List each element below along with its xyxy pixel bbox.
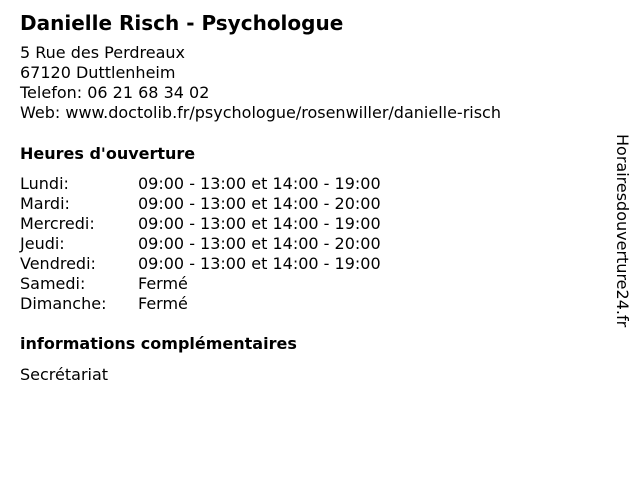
phone-number: Telefon: 06 21 68 34 02 xyxy=(20,83,210,102)
website: Web: www.doctolib.fr/psychologue/rosenwiller/danielle-risch xyxy=(20,103,501,122)
hours-value: 09:00 - 13:00 et 14:00 - 19:00 xyxy=(138,214,381,233)
hours-value: 09:00 - 13:00 et 14:00 - 20:00 xyxy=(138,234,381,253)
hours-value: 09:00 - 13:00 et 14:00 - 19:00 xyxy=(138,174,381,193)
city-postcode: 67120 Duttlenheim xyxy=(20,63,176,82)
hours-row-wednesday xyxy=(20,214,381,234)
street-address: 5 Rue des Perdreaux xyxy=(20,43,186,62)
hours-value: 09:00 - 13:00 et 14:00 - 20:00 xyxy=(138,194,381,213)
hours-row-sunday xyxy=(20,294,381,314)
day-label: Dimanche: xyxy=(20,294,107,313)
hours-value: Fermé xyxy=(138,294,188,313)
day-label: Samedi: xyxy=(20,274,86,293)
day-label: Mardi: xyxy=(20,194,70,213)
hours-value: Fermé xyxy=(138,274,188,293)
hours-row-monday xyxy=(20,174,381,194)
opening-hours-table xyxy=(20,174,381,314)
contact-block xyxy=(20,43,501,123)
site-watermark: Horairesdouverture24.fr xyxy=(613,134,632,328)
hours-row-friday xyxy=(20,254,381,274)
additional-info-heading: informations complémentaires xyxy=(20,334,297,353)
hours-row-thursday xyxy=(20,234,381,254)
day-label: Mercredi: xyxy=(20,214,95,233)
day-label: Lundi: xyxy=(20,174,69,193)
hours-value: 09:00 - 13:00 et 14:00 - 19:00 xyxy=(138,254,381,273)
hours-row-saturday xyxy=(20,274,381,294)
page-title: Danielle Risch - Psychologue xyxy=(20,11,344,35)
opening-hours-heading: Heures d'ouverture xyxy=(20,144,196,163)
day-label: Jeudi: xyxy=(20,234,65,253)
additional-info-text: Secrétariat xyxy=(20,365,109,384)
hours-row-tuesday xyxy=(20,194,381,214)
day-label: Vendredi: xyxy=(20,254,96,273)
